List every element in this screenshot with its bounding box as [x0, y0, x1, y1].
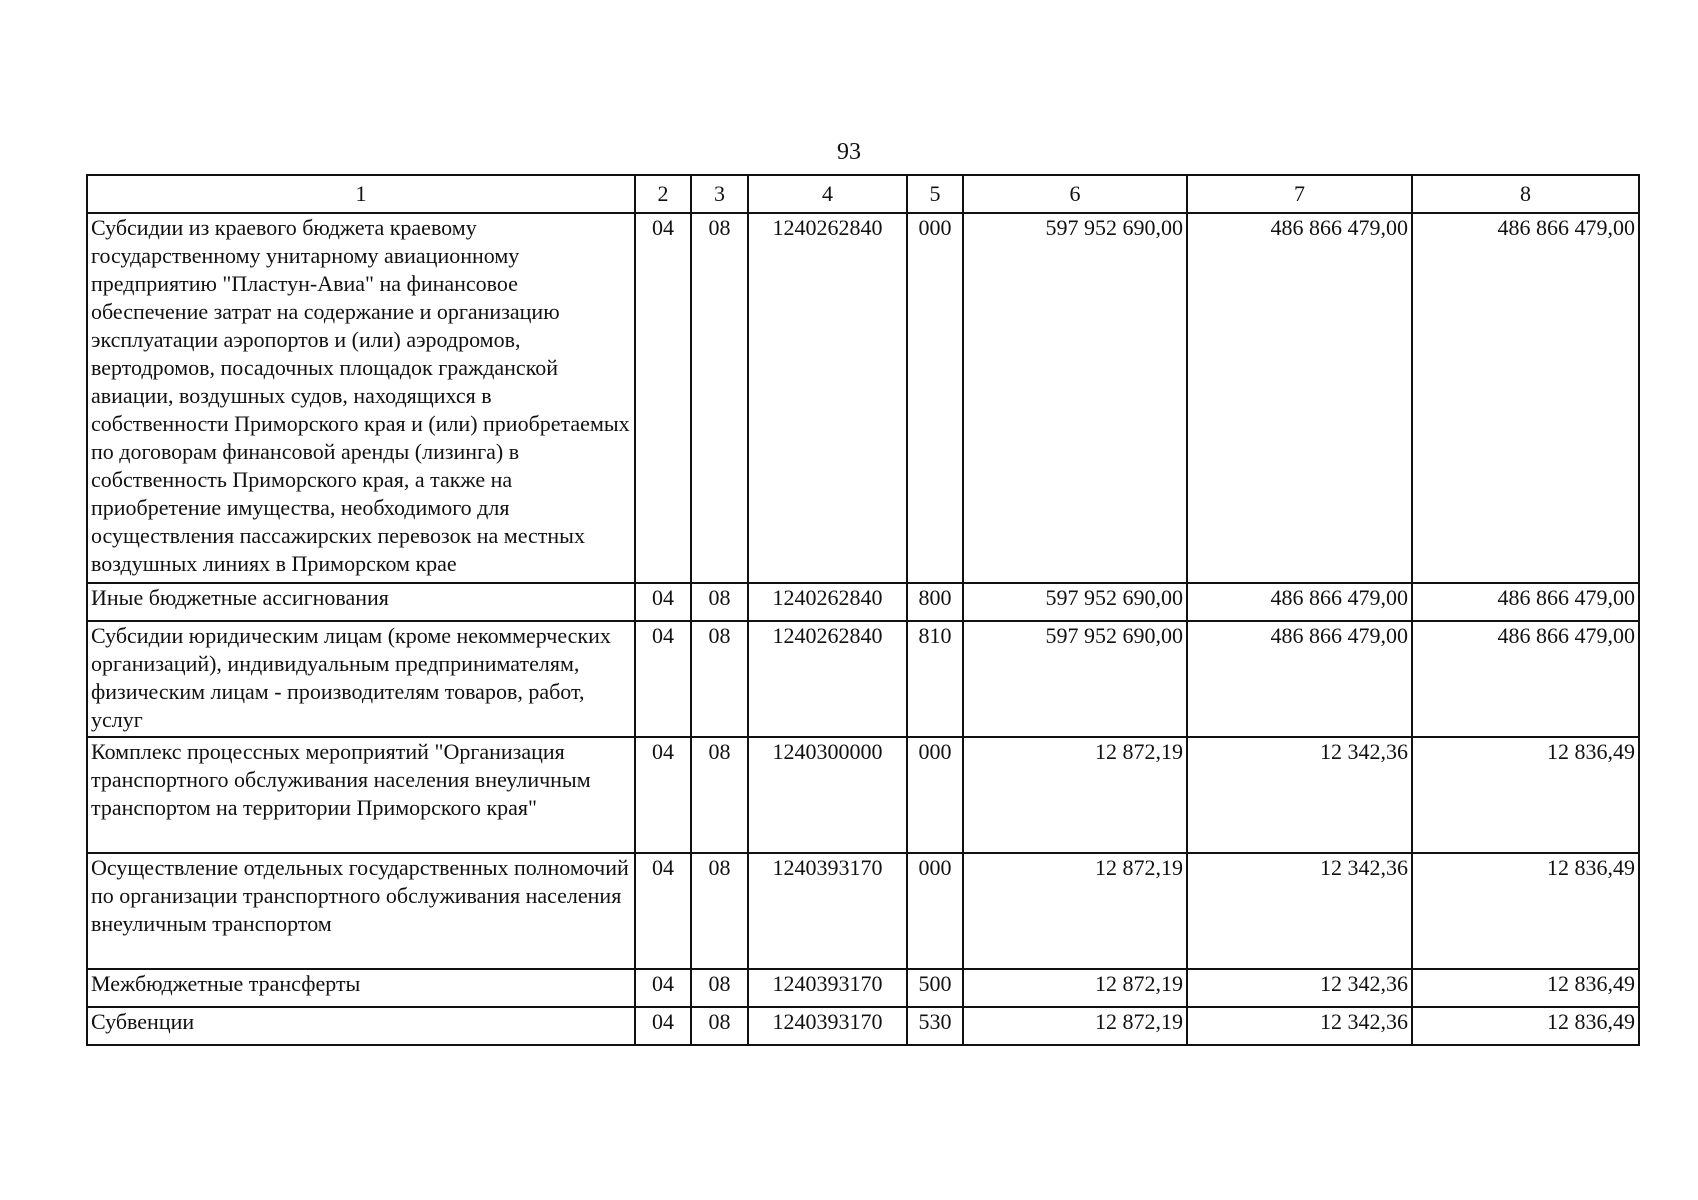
row-amount-col7: 12 342,36 [1187, 737, 1412, 853]
row-amount-col7: 486 866 479,00 [1187, 213, 1412, 583]
row-name: Иные бюджетные ассигнования [87, 583, 635, 621]
row-amount-col6: 597 952 690,00 [963, 213, 1187, 583]
header-col-7: 7 [1187, 175, 1412, 213]
row-name: Межбюджетные трансферты [87, 969, 635, 1007]
row-target-article: 1240393170 [748, 1007, 907, 1045]
row-amount-col8: 486 866 479,00 [1412, 621, 1639, 737]
row-target-article: 1240262840 [748, 213, 907, 583]
table-row [87, 1007, 1639, 1045]
row-amount-col7: 12 342,36 [1187, 1007, 1412, 1045]
row-amount-col8: 12 836,49 [1412, 969, 1639, 1007]
row-amount-col6: 12 872,19 [963, 853, 1187, 969]
row-name: Субсидии юридическим лицам (кроме некоммерческих организаций), индивидуальным предпринимателям, физическим лицам - производителям товаров, работ, услуг [87, 621, 635, 737]
row-amount-col8: 12 836,49 [1412, 737, 1639, 853]
row-subsection: 08 [691, 1007, 748, 1045]
row-amount-col7: 12 342,36 [1187, 969, 1412, 1007]
row-amount-col8: 486 866 479,00 [1412, 583, 1639, 621]
row-name: Осуществление отдельных государственных полномочий по организации транспортного обслуживания населения внеуличным транспортом [87, 853, 635, 969]
row-expense-type: 000 [907, 213, 963, 583]
row-name: Субвенции [87, 1007, 635, 1045]
row-expense-type: 530 [907, 1007, 963, 1045]
header-col-2: 2 [635, 175, 691, 213]
row-expense-type: 500 [907, 969, 963, 1007]
row-amount-col7: 486 866 479,00 [1187, 621, 1412, 737]
table-row [87, 621, 1639, 737]
header-col-1: 1 [87, 175, 635, 213]
row-section: 04 [635, 621, 691, 737]
row-expense-type: 000 [907, 853, 963, 969]
header-row [87, 175, 1639, 213]
row-subsection: 08 [691, 621, 748, 737]
row-amount-col6: 12 872,19 [963, 737, 1187, 853]
row-name: Субсидии из краевого бюджета краевому государственному унитарному авиационному предприятию "Пластун-Авиа" на финансовое обеспечение затрат на содержание и организацию эксплуатации аэропортов и (или) аэродромов, вертодромов, посадочных площадок гражданской авиации, воздушных судов, находящихся в собственности Приморского края и (или) приобретаемых по договорам финансовой аренды (лизинга) в собственность Приморского края, а также на приобретение имущества, необходимого для осуществления пассажирских перевозок на местных воздушных линиях в Приморском крае [87, 213, 635, 583]
row-section: 04 [635, 583, 691, 621]
header-col-4: 4 [748, 175, 907, 213]
row-expense-type: 810 [907, 621, 963, 737]
row-amount-col6: 597 952 690,00 [963, 621, 1187, 737]
row-subsection: 08 [691, 969, 748, 1007]
row-expense-type: 000 [907, 737, 963, 853]
row-target-article: 1240300000 [748, 737, 907, 853]
header-col-5: 5 [907, 175, 963, 213]
row-amount-col8: 12 836,49 [1412, 853, 1639, 969]
header-col-3: 3 [691, 175, 748, 213]
row-name: Комплекс процессных мероприятий "Организация транспортного обслуживания населения внеуличным транспортом на территории Приморского края" [87, 737, 635, 853]
table-row [87, 853, 1639, 969]
row-subsection: 08 [691, 583, 748, 621]
row-target-article: 1240393170 [748, 969, 907, 1007]
row-subsection: 08 [691, 213, 748, 583]
row-target-article: 1240262840 [748, 583, 907, 621]
header-col-8: 8 [1412, 175, 1639, 213]
header-col-6: 6 [963, 175, 1187, 213]
table-row [87, 737, 1639, 853]
row-section: 04 [635, 969, 691, 1007]
row-subsection: 08 [691, 853, 748, 969]
row-section: 04 [635, 213, 691, 583]
table-row [87, 969, 1639, 1007]
row-amount-col7: 12 342,36 [1187, 853, 1412, 969]
row-amount-col7: 486 866 479,00 [1187, 583, 1412, 621]
row-amount-col8: 486 866 479,00 [1412, 213, 1639, 583]
row-section: 04 [635, 1007, 691, 1045]
page-number: 93 [837, 139, 861, 165]
table-row [87, 583, 1639, 621]
row-amount-col8: 12 836,49 [1412, 1007, 1639, 1045]
row-section: 04 [635, 853, 691, 969]
row-expense-type: 800 [907, 583, 963, 621]
row-subsection: 08 [691, 737, 748, 853]
row-target-article: 1240393170 [748, 853, 907, 969]
row-section: 04 [635, 737, 691, 853]
row-target-article: 1240262840 [748, 621, 907, 737]
row-amount-col6: 12 872,19 [963, 1007, 1187, 1045]
table-row [87, 213, 1639, 583]
budget-table [86, 174, 1640, 1046]
row-amount-col6: 12 872,19 [963, 969, 1187, 1007]
row-amount-col6: 597 952 690,00 [963, 583, 1187, 621]
